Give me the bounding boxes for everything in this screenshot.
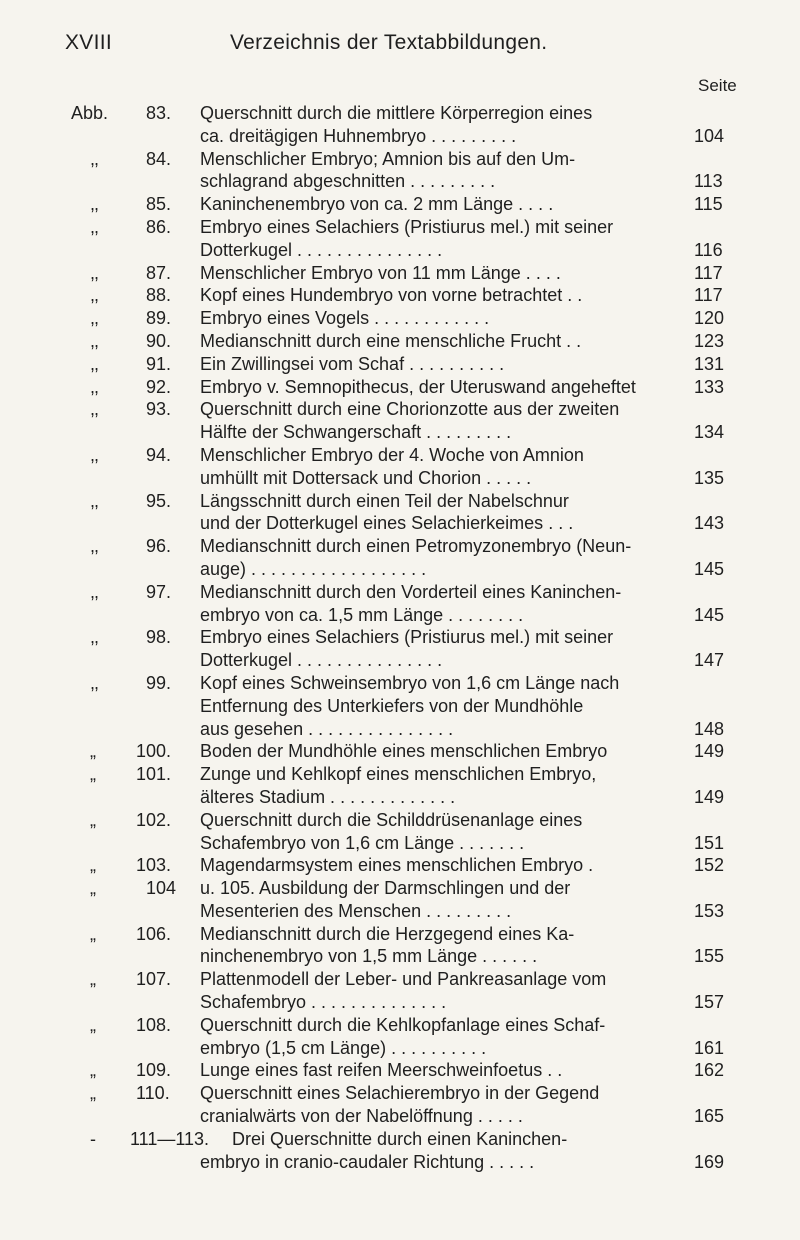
entry-prefix: Abb. xyxy=(71,103,109,123)
entry-text-line: Boden der Mundhöhle eines menschlichen Embryo xyxy=(200,741,608,762)
entry-text-line: Mesenterien des Menschen . . . . . . . . . xyxy=(200,900,512,921)
figure-number: 111—113. xyxy=(130,1128,210,1149)
entry-text-line: Querschnitt durch die mittlere Körperregion eines xyxy=(200,103,593,123)
entry-text-line: Menschlicher Embryo der 4. Woche von Amnion xyxy=(200,444,584,465)
entry-prefix: ,, xyxy=(90,672,99,693)
page-reference: 115 xyxy=(694,194,723,215)
entry-text-line: Menschlicher Embryo von 11 mm Länge . . . . xyxy=(200,262,561,283)
figure-number: 103. xyxy=(136,855,172,876)
list-item xyxy=(0,330,800,353)
entry-text-line: Embryo eines Selachiers (Pristiurus mel.) mit seiner xyxy=(200,216,614,237)
page-title: Verzeichnis der Textabbildungen. xyxy=(230,31,548,54)
figure-number: 84. xyxy=(146,148,172,169)
entry-text-line: Lunge eines fast reifen Meerschweinfoetus . . xyxy=(200,1060,563,1081)
figure-number: 110. xyxy=(136,1083,170,1104)
entry-text-line: älteres Stadium . . . . . . . . . . . . . xyxy=(200,786,456,807)
entry-text-line: Embryo v. Semnopithecus, der Uteruswand angeheftet xyxy=(200,376,636,397)
entry-text-line: ninchenembryo von 1,5 mm Länge . . . . . . xyxy=(200,946,538,967)
entry-text-line: Entfernung des Unterkiefers von der Mundhöhle xyxy=(200,695,584,716)
entry-prefix: ,, xyxy=(90,330,99,351)
list-item xyxy=(0,968,800,1014)
entry-text-line: Embryo eines Selachiers (Pristiurus mel.) mit seiner xyxy=(200,627,614,648)
entry-prefix: ,, xyxy=(90,285,99,306)
entry-prefix: ,, xyxy=(90,490,99,511)
entry-prefix: ,, xyxy=(90,581,99,602)
page-reference: 116 xyxy=(694,239,723,260)
entry-text-line: Schafembryo . . . . . . . . . . . . . . xyxy=(200,992,447,1013)
figure-number: 109. xyxy=(136,1060,172,1081)
figure-number: 98. xyxy=(146,627,172,648)
entry-prefix: ,, xyxy=(90,536,99,557)
page-reference: 151 xyxy=(694,832,725,853)
page-reference: 117 xyxy=(694,262,723,283)
entry-text-line: ca. dreitägigen Huhnembryo . . . . . . . . . xyxy=(200,125,517,146)
page-reference: 134 xyxy=(694,422,725,443)
entry-text-line: Kaninchenembryo von ca. 2 mm Länge . . . . xyxy=(200,194,554,215)
entry-prefix: ,, xyxy=(90,376,99,397)
entry-text-line: embryo (1,5 cm Länge) . . . . . . . . . . xyxy=(200,1037,487,1058)
entry-prefix: „ xyxy=(90,923,95,944)
figure-number: 102. xyxy=(136,809,172,830)
list-item xyxy=(0,262,800,285)
entry-text-line: u. 105. Ausbildung der Darmschlingen und der xyxy=(200,878,571,899)
list-item xyxy=(0,923,800,969)
entry-text-line: Menschlicher Embryo; Amnion bis auf den Um- xyxy=(200,148,576,169)
page-reference: 161 xyxy=(694,1037,725,1058)
page-reference: 113 xyxy=(694,171,723,192)
entry-text-line: cranialwärts von der Nabelöffnung . . . . . xyxy=(200,1106,523,1127)
entry-prefix: „ xyxy=(90,855,95,876)
column-heading-seite: Seite xyxy=(698,76,737,95)
entry-text-line: Querschnitt eines Selachierembryo in der Gegend xyxy=(200,1083,600,1104)
figure-number: 92. xyxy=(146,376,172,397)
entry-text-line: Dotterkugel . . . . . . . . . . . . . . . xyxy=(200,650,443,671)
entry-prefix: ,, xyxy=(90,444,99,465)
page-reference: 165 xyxy=(694,1106,725,1127)
figure-number: 107. xyxy=(136,969,172,990)
entry-text-line: und der Dotterkugel eines Selachierkeimes . . . xyxy=(200,513,574,534)
list-item xyxy=(0,877,800,923)
entry-prefix: ,, xyxy=(90,216,99,237)
page-number: XVIII xyxy=(65,31,113,54)
page-reference: 143 xyxy=(694,513,725,534)
figure-list xyxy=(0,102,800,1173)
list-item xyxy=(0,809,800,855)
figure-number: 101. xyxy=(136,764,172,785)
page-reference: 145 xyxy=(694,558,725,579)
list-item xyxy=(0,193,800,216)
entry-prefix: ,, xyxy=(90,353,99,374)
page-reference: 162 xyxy=(694,1060,725,1081)
entry-text-line: Hälfte der Schwangerschaft . . . . . . . . . xyxy=(200,422,512,443)
page-reference: 135 xyxy=(694,467,725,488)
figure-number: 90. xyxy=(146,330,172,351)
list-item xyxy=(0,398,800,444)
list-item xyxy=(0,216,800,262)
entry-text-line: umhüllt mit Dottersack und Chorion . . . . . xyxy=(200,467,532,488)
entry-prefix: „ xyxy=(90,1083,95,1104)
figure-number: 108. xyxy=(136,1014,172,1035)
list-item xyxy=(0,102,800,148)
entry-prefix: ,, xyxy=(90,627,99,648)
entry-text-line: Längsschnitt durch einen Teil der Nabelschnur xyxy=(200,490,569,511)
entry-prefix: ,, xyxy=(90,399,99,420)
page-reference: 157 xyxy=(694,992,725,1013)
list-item xyxy=(0,740,800,763)
entry-text-line: Schafembryo von 1,6 cm Länge . . . . . . . xyxy=(200,832,525,853)
entry-prefix: „ xyxy=(90,764,95,785)
page-reference: 149 xyxy=(694,786,725,807)
page-reference: 131 xyxy=(694,353,725,374)
figure-number: 95. xyxy=(146,490,172,511)
entry-prefix: - xyxy=(90,1128,95,1149)
figure-number: 87. xyxy=(146,262,172,283)
figure-number: 99. xyxy=(146,672,172,693)
figure-number: 91. xyxy=(146,353,172,374)
list-item xyxy=(0,148,800,194)
figure-number: 93. xyxy=(146,399,172,420)
page-reference: 169 xyxy=(694,1151,725,1172)
entry-text-line: embryo von ca. 1,5 mm Länge . . . . . . . . xyxy=(200,604,524,625)
list-item xyxy=(0,763,800,809)
page-reference: 133 xyxy=(694,376,725,397)
entry-text-line: embryo in cranio-caudaler Richtung . . . . . xyxy=(200,1151,535,1172)
entry-text-line: Magendarmsystem eines menschlichen Embryo . xyxy=(200,855,594,876)
entry-text-line: auge) . . . . . . . . . . . . . . . . . . xyxy=(200,558,427,579)
entry-prefix: „ xyxy=(90,969,95,990)
entry-text-line: Querschnitt durch die Kehlkopfanlage eines Schaf- xyxy=(200,1014,606,1035)
page-reference: 123 xyxy=(694,330,725,351)
entry-text-line: aus gesehen . . . . . . . . . . . . . . . xyxy=(200,718,454,739)
entry-text-line: Medianschnitt durch die Herzgegend eines Ka- xyxy=(200,923,575,944)
entry-text-line: Querschnitt durch eine Chorionzotte aus der zweiten xyxy=(200,399,620,420)
entry-text-line: Ein Zwillingsei vom Schaf . . . . . . . . . . xyxy=(200,353,505,374)
entry-prefix: „ xyxy=(90,741,95,762)
entry-text-line: Embryo eines Vogels . . . . . . . . . . . . xyxy=(200,308,490,329)
entry-prefix: ,, xyxy=(90,262,99,283)
list-item xyxy=(0,490,800,536)
entry-prefix: ,, xyxy=(90,148,99,169)
entry-prefix: ,, xyxy=(90,308,99,329)
figure-number: 83. xyxy=(146,103,172,123)
page-reference: 149 xyxy=(694,741,725,762)
list-item xyxy=(0,353,800,376)
entry-text-line: Plattenmodell der Leber- und Pankreasanlage vom xyxy=(200,969,607,990)
list-item xyxy=(0,1082,800,1128)
entry-text-line: Medianschnitt durch einen Petromyzonembryo (Neun- xyxy=(200,536,632,557)
page-reference: 117 xyxy=(694,285,723,306)
figure-number: 97. xyxy=(146,581,172,602)
list-item xyxy=(0,284,800,307)
entry-text-line: Kopf eines Hundembryo von vorne betrachtet . . xyxy=(200,285,583,306)
list-item xyxy=(0,376,800,399)
page-reference: 147 xyxy=(694,650,725,671)
figure-number: 96. xyxy=(146,536,172,557)
entry-text-line: schlagrand abgeschnitten . . . . . . . . . xyxy=(200,171,496,192)
page-reference: 120 xyxy=(694,308,725,329)
list-item xyxy=(0,307,800,330)
list-item xyxy=(0,1014,800,1060)
list-item xyxy=(0,1059,800,1082)
entry-prefix: „ xyxy=(90,809,95,830)
entry-text-line: Drei Querschnitte durch einen Kaninchen- xyxy=(232,1128,568,1149)
list-item xyxy=(0,672,800,740)
entry-prefix: „ xyxy=(90,1060,95,1081)
page-reference: 155 xyxy=(694,946,725,967)
figure-number: 86. xyxy=(146,216,172,237)
entry-text-line: Kopf eines Schweinsembryo von 1,6 cm Länge nach xyxy=(200,672,620,693)
entry-text-line: Dotterkugel . . . . . . . . . . . . . . . xyxy=(200,239,443,260)
figure-number: 88. xyxy=(146,285,172,306)
figure-number: 85. xyxy=(146,194,172,215)
page-reference: 145 xyxy=(694,604,725,625)
page-reference: 104 xyxy=(694,125,725,146)
entry-text-line: Medianschnitt durch eine menschliche Frucht . . xyxy=(200,330,582,351)
figure-number: 100. xyxy=(136,741,172,762)
figure-number: 94. xyxy=(146,444,172,465)
entry-prefix: „ xyxy=(90,878,95,899)
figure-number: 104 xyxy=(146,878,177,899)
figure-number: 89. xyxy=(146,308,172,329)
page-reference: 148 xyxy=(694,718,725,739)
list-item xyxy=(0,535,800,581)
page-reference: 153 xyxy=(694,900,725,921)
entry-prefix: „ xyxy=(90,1014,95,1035)
entry-text-line: Medianschnitt durch den Vorderteil eines Kaninchen- xyxy=(200,581,622,602)
entry-text-line: Zunge und Kehlkopf eines menschlichen Embryo, xyxy=(200,764,597,785)
list-item xyxy=(0,444,800,490)
entry-text-line: Querschnitt durch die Schilddrüsenanlage eines xyxy=(200,809,583,830)
list-item xyxy=(0,581,800,627)
list-item xyxy=(0,854,800,877)
page-reference: 152 xyxy=(694,855,725,876)
entry-prefix: ,, xyxy=(90,194,99,215)
list-item xyxy=(0,1128,800,1174)
list-item xyxy=(0,626,800,672)
figure-number: 106. xyxy=(136,923,172,944)
